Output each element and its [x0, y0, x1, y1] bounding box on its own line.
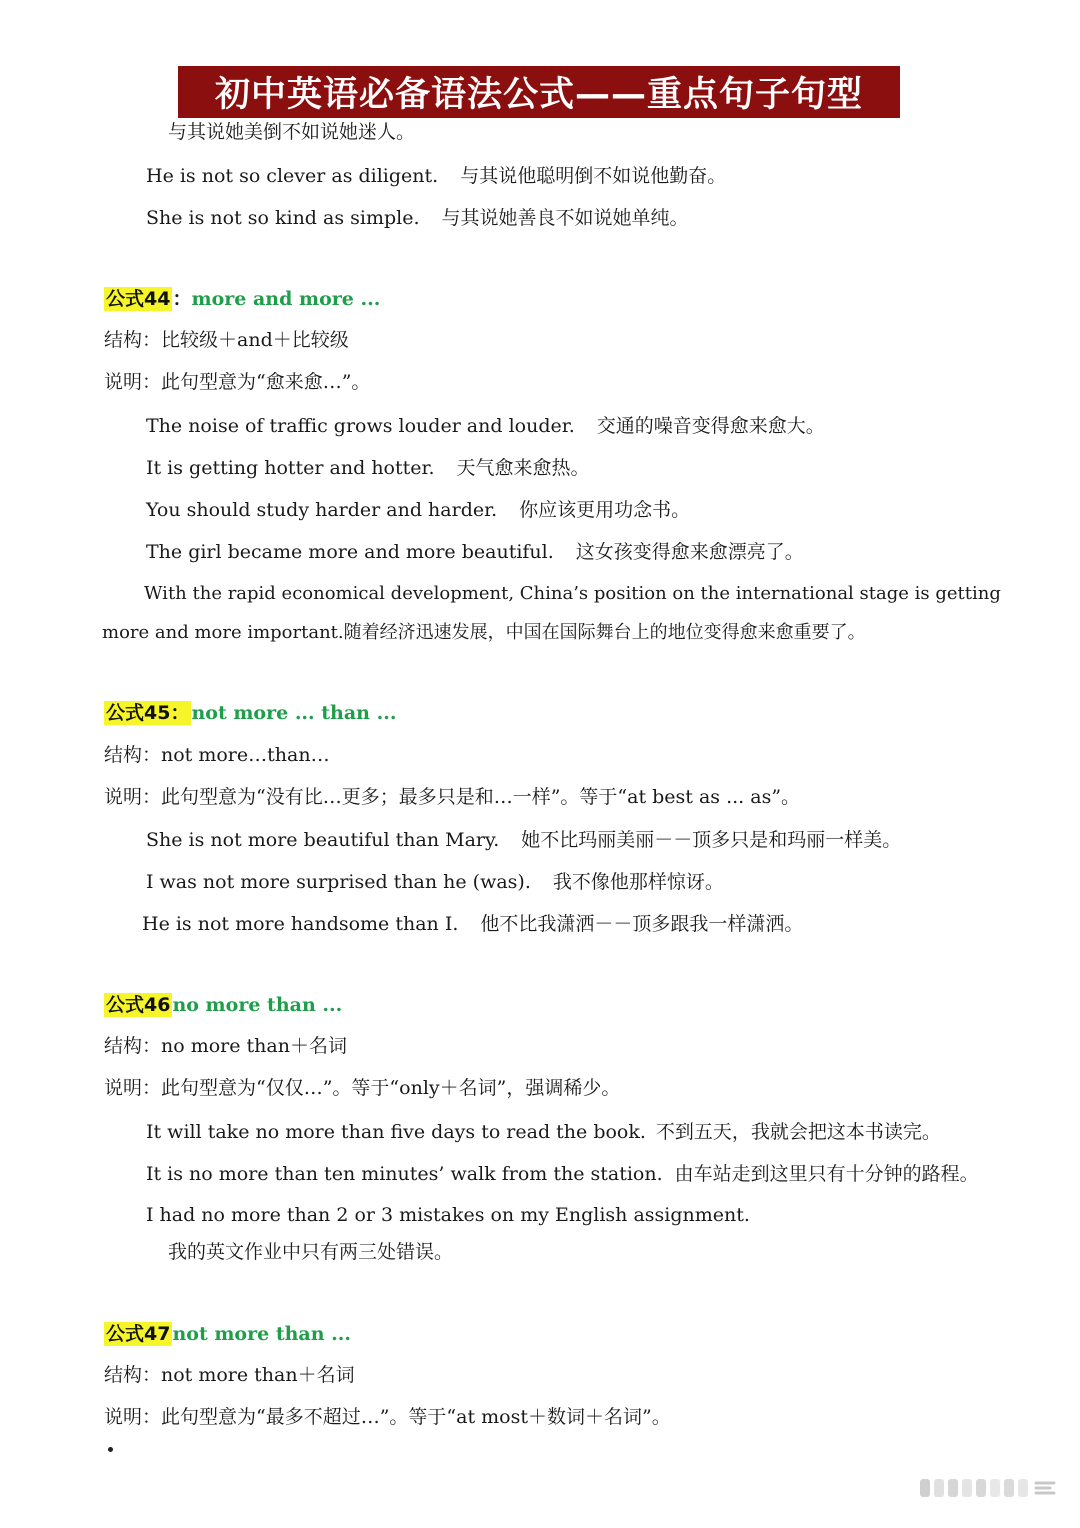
formula-structure: 结构：no more than＋名词 — [104, 1035, 347, 1057]
page-title: 初中英语必备语法公式——重点句子句型 — [178, 66, 900, 118]
example-sentence — [146, 414, 825, 438]
formula-structure: 结构：not more than＋名词 — [104, 1364, 355, 1386]
example-sentence — [146, 164, 726, 188]
example-sentence — [146, 870, 724, 894]
example-cn: 天气愈来愈热。 — [456, 457, 590, 479]
example-en: I was not more surprised than he (was). — [146, 871, 531, 893]
formula-pattern: not more than ... — [172, 1323, 351, 1345]
formula-label: 公式45： — [106, 702, 190, 724]
example-en: The noise of traffic grows louder and louder. — [146, 415, 575, 437]
example-long-line-2: more and more important.随着经济迅速发展，中国在国际舞台上的地位变得愈来愈重要了。 — [102, 622, 866, 643]
example-cn: 由车站走到这里只有十分钟的路程。 — [674, 1163, 979, 1185]
example-long-line-1: With the rapid economical development, China’s position on the international stage is getting — [144, 583, 1001, 604]
example-sentence — [146, 206, 689, 230]
example-sentence — [142, 912, 803, 936]
example-en: I had no more than 2 or 3 mistakes on my English assignment. — [146, 1204, 750, 1226]
watermark-logo-icon — [918, 1475, 1060, 1501]
example-en: She is not so kind as simple. — [146, 207, 420, 229]
example-en: You should study harder and harder. — [146, 499, 498, 521]
example-en: He is not so clever as diligent. — [146, 165, 439, 187]
formula-note: 说明：此句型意为“最多不超过…”。等于“at most＋数词＋名词”。 — [104, 1406, 671, 1428]
formula-44-heading — [104, 286, 380, 312]
example-en: It is getting hotter and hotter. — [146, 457, 435, 479]
example-cn: 交通的噪音变得愈来愈大。 — [596, 415, 825, 437]
example-sentence — [146, 540, 804, 564]
formula-45-heading — [104, 700, 396, 726]
formula-pattern: more and more ... — [191, 288, 381, 310]
example-sentence — [146, 1120, 941, 1144]
formula-label: 公式46 — [106, 994, 171, 1016]
example-en: She is not more beautiful than Mary. — [146, 829, 500, 851]
example-sentence — [146, 828, 901, 852]
example-en: The girl became more and more beautiful. — [146, 541, 554, 563]
example-cn: 与其说她善良不如说她单纯。 — [441, 207, 689, 229]
formula-note: 说明：此句型意为“愈来愈…”。 — [104, 371, 371, 393]
formula-note: 说明：此句型意为“没有比…更多；最多只是和…一样”。等于“at best as ... as”。 — [104, 786, 801, 808]
example-cn: 你应该更用功念书。 — [519, 499, 691, 521]
formula-46-heading — [104, 992, 342, 1018]
formula-structure: 结构：比较级＋and＋比较级 — [104, 329, 349, 351]
formula-47-heading — [104, 1321, 351, 1347]
example-cn: 这女孩变得愈来愈漂亮了。 — [575, 541, 804, 563]
example-sentence — [146, 456, 590, 480]
example-cn: 不到五天，我就会把这本书读完。 — [655, 1121, 941, 1143]
formula-structure: 结构：not more…than… — [104, 744, 330, 766]
formula-pattern: not more ... than ... — [191, 702, 397, 724]
example-cn: 他不比我潇洒－－顶多跟我一样潇洒。 — [480, 913, 804, 935]
example-cn: 与其说他聪明倒不如说他勤奋。 — [460, 165, 727, 187]
example-en: It is no more than ten minutes’ walk from the station. — [146, 1163, 663, 1185]
formula-note: 说明：此句型意为“仅仅…”。等于“only＋名词”，强调稀少。 — [104, 1077, 621, 1099]
formula-separator: ： — [172, 288, 192, 310]
example-cn: 她不比玛丽美丽－－顶多只是和玛丽一样美。 — [521, 829, 902, 851]
bullet-dot — [108, 1447, 113, 1452]
formula-label: 公式47 — [106, 1323, 171, 1345]
continuation-line: 与其说她美倒不如说她迷人。 — [168, 121, 416, 143]
example-sentence — [146, 498, 690, 522]
example-cn: 我的英文作业中只有两三处错误。 — [168, 1241, 454, 1263]
example-en: He is not more handsome than I. — [142, 913, 459, 935]
formula-pattern: no more than ... — [172, 994, 343, 1016]
example-en: It will take no more than five days to read the book. — [146, 1121, 646, 1143]
example-cn: 我不像他那样惊讶。 — [552, 871, 724, 893]
formula-label: 公式44 — [106, 288, 171, 310]
example-sentence — [146, 1162, 979, 1186]
